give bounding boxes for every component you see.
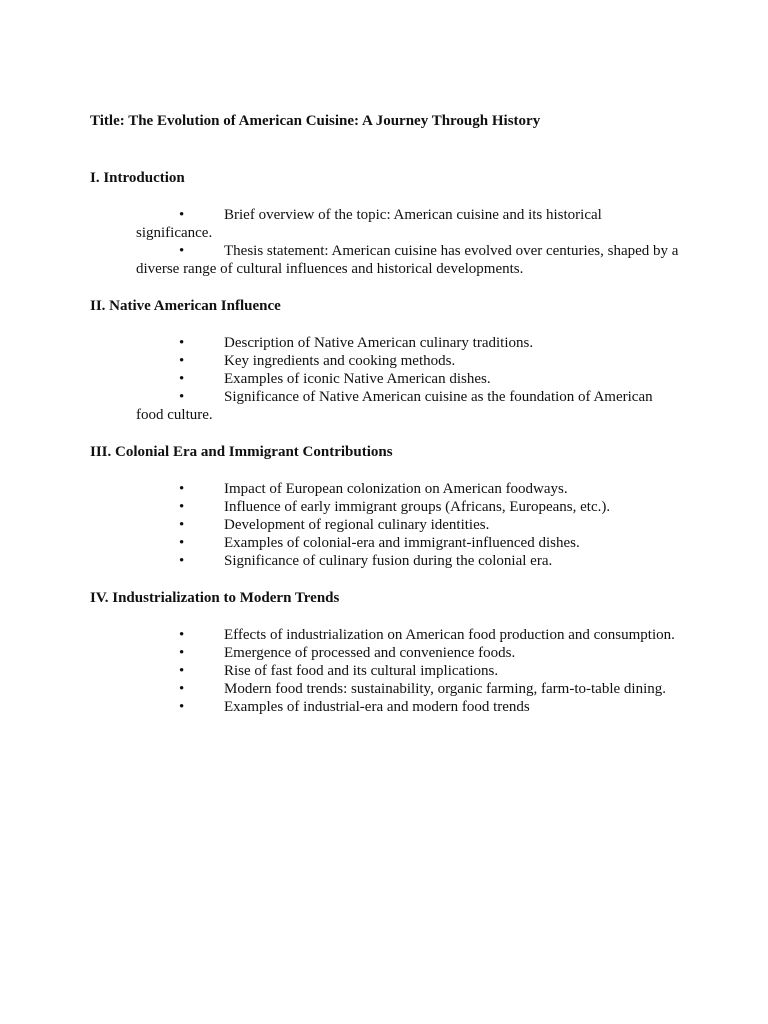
list-item-text: Key ingredients and cooking methods. (224, 353, 456, 369)
section-heading-colonial-era: III. Colonial Era and Immigrant Contributions (90, 444, 393, 460)
list-item (136, 480, 681, 498)
list-item-text: Significance of culinary fusion during the colonial era. (224, 553, 553, 569)
bullet-marker: • (179, 481, 185, 497)
section-list-native-american (136, 334, 681, 424)
list-item (136, 352, 681, 370)
list-item (136, 552, 681, 570)
list-item-text: Effects of industrialization on American food production and consumption. (224, 627, 675, 643)
list-item (136, 388, 681, 424)
list-item (136, 644, 681, 662)
section-heading-native-american: II. Native American Influence (90, 298, 281, 314)
list-item (136, 370, 681, 388)
list-item (136, 534, 681, 552)
list-item (136, 516, 681, 534)
bullet-marker: • (179, 499, 185, 515)
bullet-marker: • (179, 243, 185, 259)
bullet-marker: • (179, 207, 185, 223)
bullet-marker: • (179, 517, 185, 533)
bullet-marker: • (179, 681, 185, 697)
list-item-text: Impact of European colonization on American foodways. (224, 481, 568, 497)
bullet-marker: • (179, 535, 185, 551)
bullet-marker: • (179, 371, 185, 387)
list-item-text: Brief overview of the topic: American cuisine and its historical significance. (136, 207, 602, 241)
section-list-introduction (136, 206, 681, 278)
section-heading-industrialization: IV. Industrialization to Modern Trends (90, 590, 340, 606)
list-item-text: Development of regional culinary identities. (224, 517, 490, 533)
list-item-text: Emergence of processed and convenience foods. (224, 645, 516, 661)
list-item (136, 242, 681, 278)
list-item (136, 680, 681, 698)
bullet-marker: • (179, 699, 185, 715)
bullet-marker: • (179, 389, 185, 405)
list-item-text: Examples of iconic Native American dishes. (224, 371, 491, 387)
list-item-text: Examples of industrial-era and modern food trends (224, 699, 530, 715)
bullet-marker: • (179, 335, 185, 351)
list-item-text: Influence of early immigrant groups (Africans, Europeans, etc.). (224, 499, 611, 515)
bullet-marker: • (179, 645, 185, 661)
bullet-marker: • (179, 353, 185, 369)
list-item (136, 698, 681, 716)
section-heading-introduction: I. Introduction (90, 170, 185, 186)
list-item-text: Modern food trends: sustainability, organic farming, farm-to-table dining. (224, 681, 666, 697)
list-item (136, 206, 681, 242)
list-item-text: Rise of fast food and its cultural implications. (224, 663, 499, 679)
list-item-text: Examples of colonial-era and immigrant-influenced dishes. (224, 535, 580, 551)
bullet-marker: • (179, 627, 185, 643)
section-list-colonial-era (136, 480, 681, 570)
list-item (136, 662, 681, 680)
list-item (136, 498, 681, 516)
list-item (136, 626, 681, 644)
bullet-marker: • (179, 553, 185, 569)
list-item-text: Description of Native American culinary traditions. (224, 335, 534, 351)
list-item-text: Significance of Native American cuisine as the foundation of American food culture. (136, 389, 653, 423)
list-item-text: Thesis statement: American cuisine has evolved over centuries, shaped by a diverse range of cultural influences and historical developments. (136, 243, 679, 277)
document-title: Title: The Evolution of American Cuisine: A Journey Through History (90, 113, 541, 129)
bullet-marker: • (179, 663, 185, 679)
section-list-industrialization (136, 626, 681, 716)
list-item (136, 334, 681, 352)
